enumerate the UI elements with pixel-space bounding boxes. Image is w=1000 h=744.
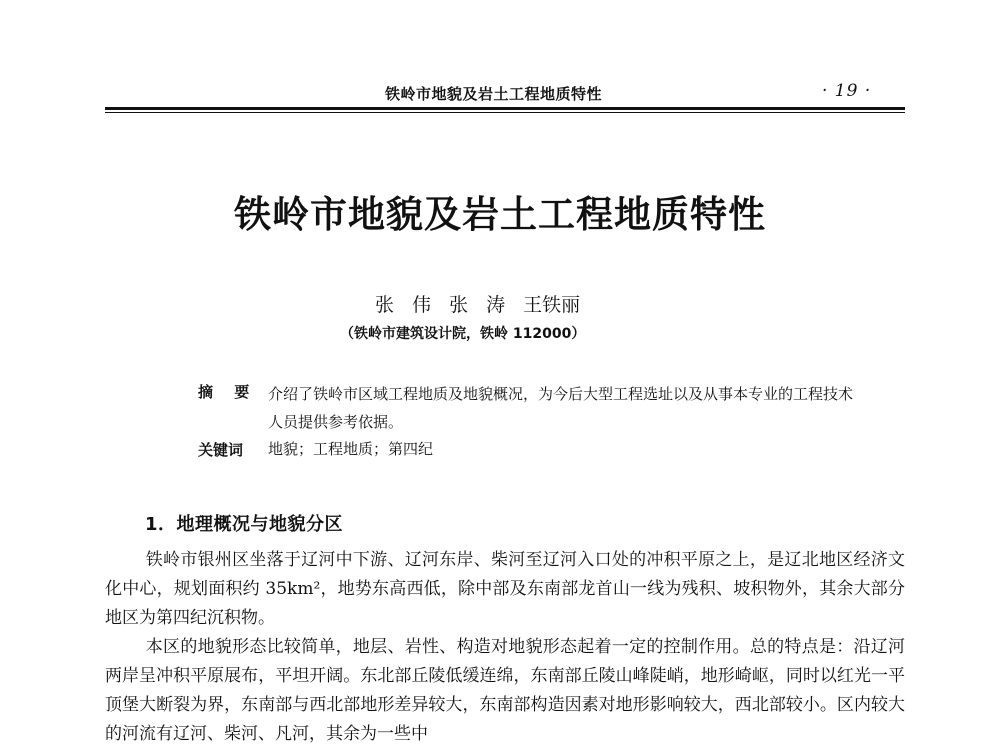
abstract-label: 摘 要 <box>198 383 258 401</box>
header-rule-thick <box>105 107 905 110</box>
author-affiliation: （铁岭市建筑设计院，铁岭 112000） <box>340 326 586 342</box>
running-head-title: 铁岭市地貌及岩土工程地质特性 <box>385 85 603 103</box>
body-paragraph-2: 本区的地貌形态比较简单，地层、岩性、构造对地貌形态起着一定的控制作用。总的特点是：沿辽河两岸呈冲积平原展布，平坦开阔。东北部丘陵低缓连绵，东南部丘陵山峰陡峭，地形崎岖，同时以红光一平顶堡大断裂为界，东南部与西北部地形差异较大，东南部构造因素对地形影响较大，西北部较小。区内较大的河流有辽河、柴河、凡河，其余为一些中 <box>105 637 905 744</box>
keywords-text: 地貌；工程地质；第四纪 <box>268 440 434 458</box>
keywords-label: 关键词 <box>198 441 244 459</box>
section-heading: 1．地理概况与地貌分区 <box>145 514 344 535</box>
abstract-text: 介绍了铁岭市区域工程地质及地貌概况，为今后大型工程选址以及从事本专业的工程技术人员提供参考依据。 <box>268 385 854 431</box>
header-rule-thin <box>105 112 905 113</box>
author-list: 张 伟 张 涛 王铁丽 <box>375 294 581 316</box>
page-number: · 19 · <box>822 81 872 101</box>
article-title: 铁岭市地貌及岩土工程地质特性 <box>234 192 766 236</box>
section-body <box>105 546 905 744</box>
body-paragraph-1: 铁岭市银州区坐落于辽河中下游、辽河东岸、柴河至辽河入口处的冲积平原之上，是辽北地区经济文化中心，规划面积约 35km²，地势东高西低，除中部及东南部龙首山一线为残积、坡积物外，其余大部分地区为第四纪沉积物。 <box>105 550 905 628</box>
